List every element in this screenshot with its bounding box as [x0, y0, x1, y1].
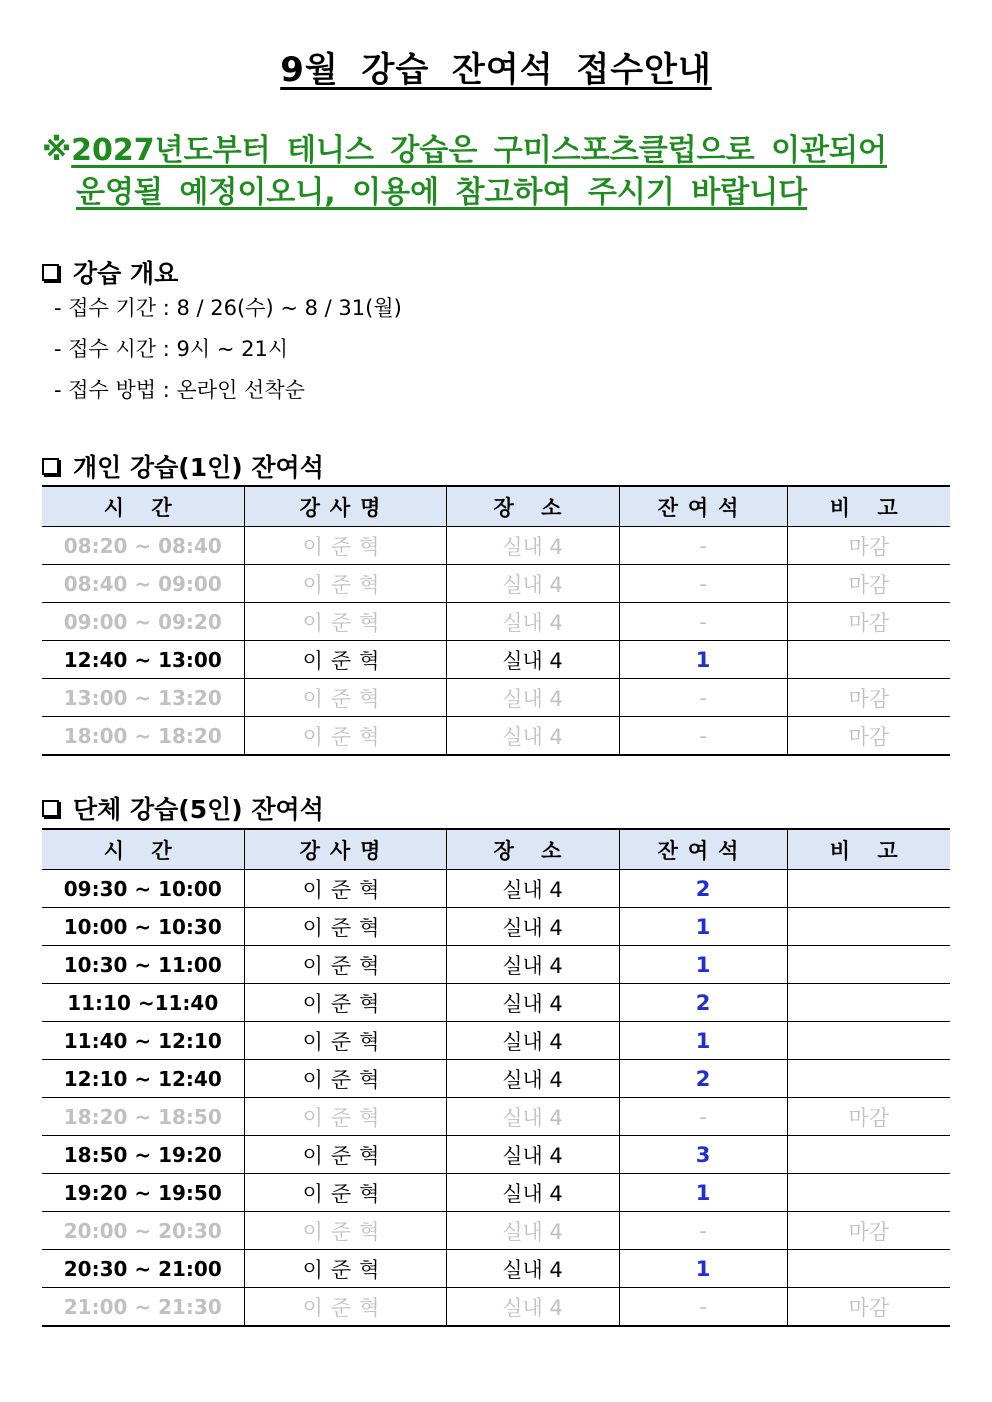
column-header-time: 시 간	[42, 486, 244, 527]
note-cell: 마감	[787, 1212, 950, 1250]
note-cell: 마감	[787, 603, 950, 641]
note-cell	[787, 1060, 950, 1098]
table-row	[42, 679, 950, 717]
notice-line-2	[42, 172, 952, 214]
instructor-cell: 이준혁	[244, 946, 446, 984]
notice-mark: ※	[42, 133, 72, 168]
instructor-cell: 이준혁	[244, 717, 446, 756]
table-row	[42, 908, 950, 946]
page-title-wrap	[0, 42, 992, 91]
seats-cell: -	[619, 1212, 787, 1250]
overview-item-hours: - 접수 시간 : 9시 ~ 21시	[54, 337, 289, 361]
time-cell: 09:00 ~ 09:20	[42, 603, 244, 641]
seats-cell: 1	[619, 1174, 787, 1212]
seats-cell: 1	[619, 1022, 787, 1060]
instructor-cell: 이준혁	[244, 603, 446, 641]
seats-cell: 1	[619, 1250, 787, 1288]
seats-cell: -	[619, 565, 787, 603]
column-header-instructor: 강사명	[244, 829, 446, 870]
instructor-cell: 이준혁	[244, 1174, 446, 1212]
checkbox-bullet-icon	[42, 264, 59, 281]
time-cell: 11:10 ~11:40	[42, 984, 244, 1022]
seats-cell: 2	[619, 870, 787, 908]
individual-table-body	[42, 527, 950, 756]
time-cell: 08:20 ~ 08:40	[42, 527, 244, 565]
note-cell: 마감	[787, 679, 950, 717]
place-cell: 실내 4	[446, 1212, 619, 1250]
place-cell: 실내 4	[446, 1022, 619, 1060]
seats-cell: -	[619, 1288, 787, 1327]
instructor-cell: 이준혁	[244, 870, 446, 908]
time-cell: 20:00 ~ 20:30	[42, 1212, 244, 1250]
seats-cell: 1	[619, 908, 787, 946]
time-cell: 11:40 ~ 12:10	[42, 1022, 244, 1060]
note-cell	[787, 641, 950, 679]
seats-cell: -	[619, 717, 787, 756]
place-cell: 실내 4	[446, 870, 619, 908]
table-row	[42, 641, 950, 679]
time-cell: 13:00 ~ 13:20	[42, 679, 244, 717]
seats-cell: 3	[619, 1136, 787, 1174]
instructor-cell: 이준혁	[244, 679, 446, 717]
overview-heading	[42, 254, 178, 290]
place-cell: 실내 4	[446, 946, 619, 984]
table-row	[42, 946, 950, 984]
place-cell: 실내 4	[446, 527, 619, 565]
table-row	[42, 527, 950, 565]
place-cell: 실내 4	[446, 1174, 619, 1212]
note-cell: 마감	[787, 565, 950, 603]
note-cell: 마감	[787, 527, 950, 565]
table-row	[42, 1098, 950, 1136]
note-cell	[787, 1022, 950, 1060]
instructor-cell: 이준혁	[244, 641, 446, 679]
note-cell	[787, 1174, 950, 1212]
seats-cell: -	[619, 603, 787, 641]
time-cell: 12:10 ~ 12:40	[42, 1060, 244, 1098]
table-row	[42, 1136, 950, 1174]
place-cell: 실내 4	[446, 641, 619, 679]
notice-text-2: 운영될 예정이오니, 이용에 참고하여 주시기 바랍니다	[76, 175, 808, 210]
table-row	[42, 1288, 950, 1327]
instructor-cell: 이준혁	[244, 1098, 446, 1136]
individual-heading	[42, 448, 324, 484]
note-cell: 마감	[787, 717, 950, 756]
table-row	[42, 1174, 950, 1212]
time-cell: 08:40 ~ 09:00	[42, 565, 244, 603]
table-row	[42, 1250, 950, 1288]
seats-cell: 2	[619, 984, 787, 1022]
individual-table	[42, 485, 950, 756]
column-header-time: 시 간	[42, 829, 244, 870]
column-header-note: 비 고	[787, 829, 950, 870]
instructor-cell: 이준혁	[244, 984, 446, 1022]
notice-text-1: 2027년도부터 테니스 강습은 구미스포츠클럽으로 이관되어	[71, 133, 887, 168]
place-cell: 실내 4	[446, 984, 619, 1022]
place-cell: 실내 4	[446, 717, 619, 756]
column-header-seats: 잔여석	[619, 486, 787, 527]
note-cell	[787, 1136, 950, 1174]
table-row	[42, 1060, 950, 1098]
table-row	[42, 565, 950, 603]
seats-cell: 2	[619, 1060, 787, 1098]
place-cell: 실내 4	[446, 1250, 619, 1288]
notice-block	[42, 130, 952, 214]
instructor-cell: 이준혁	[244, 908, 446, 946]
table-header-row	[42, 486, 950, 527]
time-cell: 18:20 ~ 18:50	[42, 1098, 244, 1136]
table-row	[42, 870, 950, 908]
group-heading	[42, 790, 324, 826]
place-cell: 실내 4	[446, 1136, 619, 1174]
time-cell: 20:30 ~ 21:00	[42, 1250, 244, 1288]
column-header-note: 비 고	[787, 486, 950, 527]
time-cell: 10:00 ~ 10:30	[42, 908, 244, 946]
place-cell: 실내 4	[446, 565, 619, 603]
instructor-cell: 이준혁	[244, 1022, 446, 1060]
column-header-place: 장 소	[446, 486, 619, 527]
table-row	[42, 1212, 950, 1250]
group-heading-text: 단체 강습(5인) 잔여석	[73, 795, 324, 824]
instructor-cell: 이준혁	[244, 1060, 446, 1098]
time-cell: 09:30 ~ 10:00	[42, 870, 244, 908]
seats-cell: -	[619, 679, 787, 717]
note-cell	[787, 870, 950, 908]
table-row	[42, 717, 950, 756]
page-title: 9월 강습 잔여석 접수안내	[280, 50, 712, 90]
group-table-body	[42, 870, 950, 1327]
time-cell: 10:30 ~ 11:00	[42, 946, 244, 984]
place-cell: 실내 4	[446, 908, 619, 946]
instructor-cell: 이준혁	[244, 565, 446, 603]
overview-heading-text: 강습 개요	[73, 259, 179, 288]
time-cell: 12:40 ~ 13:00	[42, 641, 244, 679]
note-cell	[787, 984, 950, 1022]
seats-cell: -	[619, 527, 787, 565]
overview-item-method: - 접수 방법 : 온라인 선착순	[54, 378, 305, 402]
notice-line-1	[42, 130, 952, 172]
instructor-cell: 이준혁	[244, 1136, 446, 1174]
note-cell	[787, 946, 950, 984]
column-header-place: 장 소	[446, 829, 619, 870]
seats-cell: 1	[619, 946, 787, 984]
seats-cell: 1	[619, 641, 787, 679]
time-cell: 18:50 ~ 19:20	[42, 1136, 244, 1174]
overview-list	[54, 288, 402, 411]
table-row	[42, 1022, 950, 1060]
seats-cell: -	[619, 1098, 787, 1136]
checkbox-bullet-icon	[42, 458, 59, 475]
instructor-cell: 이준혁	[244, 1212, 446, 1250]
column-header-instructor: 강사명	[244, 486, 446, 527]
instructor-cell: 이준혁	[244, 1288, 446, 1327]
note-cell: 마감	[787, 1288, 950, 1327]
note-cell: 마감	[787, 1098, 950, 1136]
instructor-cell: 이준혁	[244, 527, 446, 565]
table-header-row	[42, 829, 950, 870]
instructor-cell: 이준혁	[244, 1250, 446, 1288]
time-cell: 18:00 ~ 18:20	[42, 717, 244, 756]
checkbox-bullet-icon	[42, 800, 59, 817]
group-table	[42, 828, 950, 1327]
place-cell: 실내 4	[446, 1288, 619, 1327]
table-row	[42, 984, 950, 1022]
column-header-seats: 잔여석	[619, 829, 787, 870]
place-cell: 실내 4	[446, 1098, 619, 1136]
table-row	[42, 603, 950, 641]
place-cell: 실내 4	[446, 679, 619, 717]
individual-heading-text: 개인 강습(1인) 잔여석	[73, 453, 324, 482]
overview-item-period: - 접수 기간 : 8 / 26(수) ~ 8 / 31(월)	[54, 296, 402, 320]
place-cell: 실내 4	[446, 1060, 619, 1098]
time-cell: 19:20 ~ 19:50	[42, 1174, 244, 1212]
note-cell	[787, 1250, 950, 1288]
time-cell: 21:00 ~ 21:30	[42, 1288, 244, 1327]
note-cell	[787, 908, 950, 946]
place-cell: 실내 4	[446, 603, 619, 641]
